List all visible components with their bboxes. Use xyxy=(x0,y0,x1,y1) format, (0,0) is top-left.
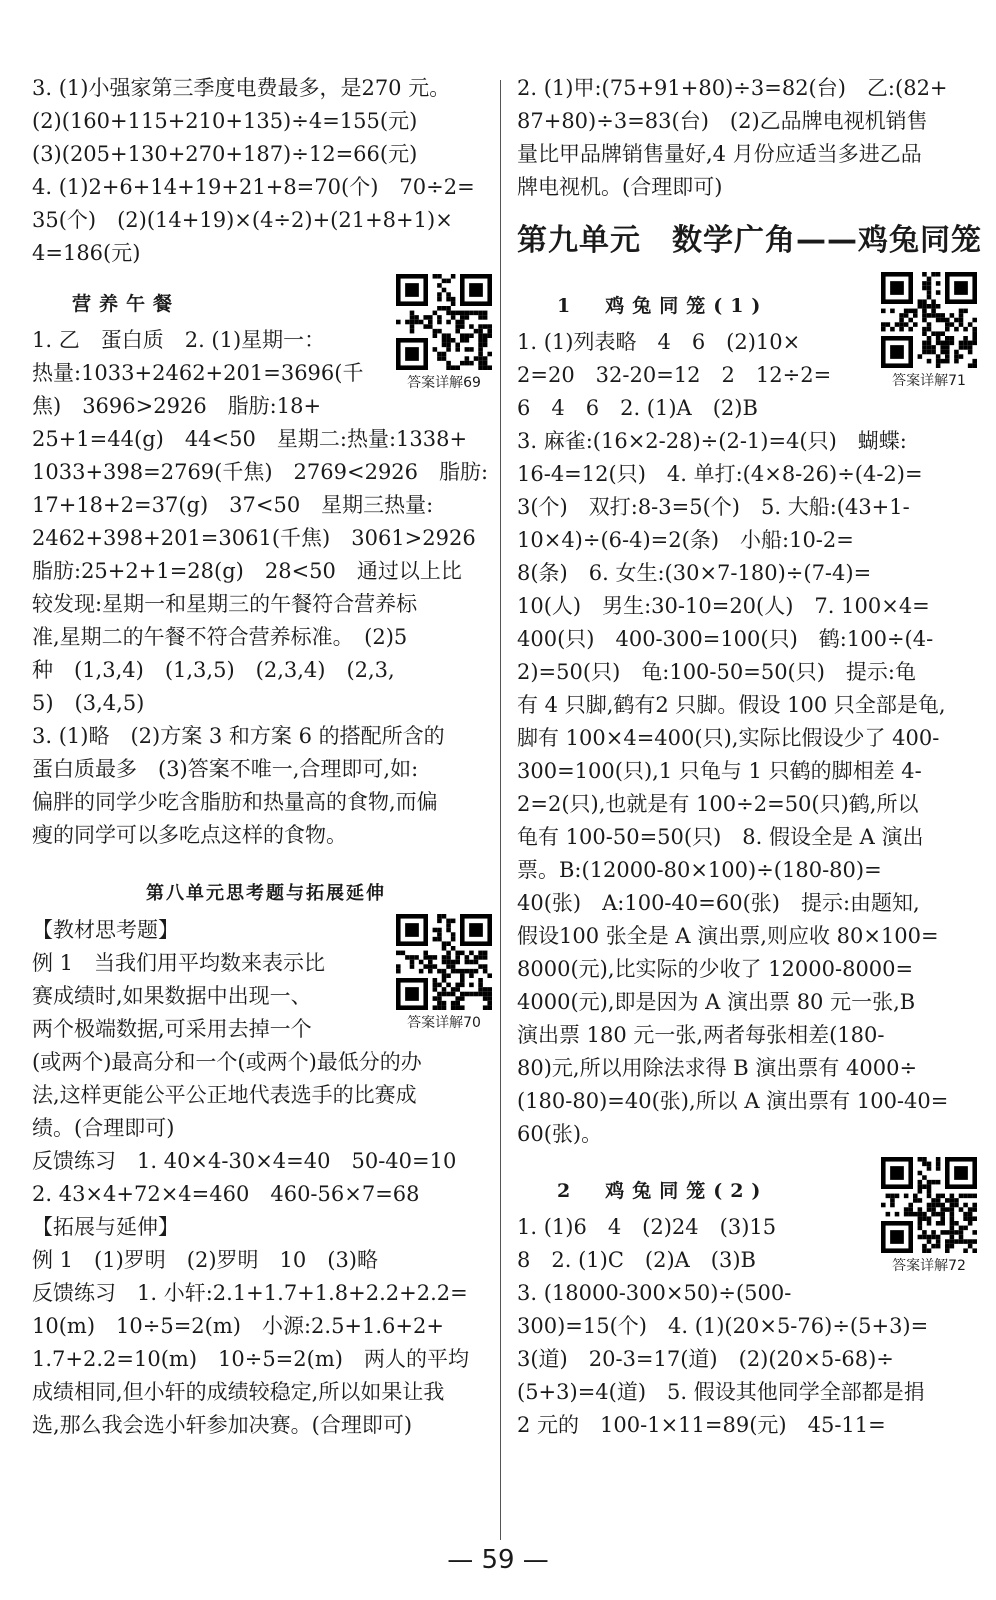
answer-line: 400(只) 400-300=100(只) 鹤:100÷(4- xyxy=(517,627,934,651)
answer-line: 龟有 100-50=50(只) 8. 假设全是 A 演出 xyxy=(517,825,924,849)
answer-line: 焦) 3696>2926 脂肪:18+ xyxy=(32,394,322,418)
answer-line: 3. (18000-300×50)÷(500- xyxy=(517,1281,792,1305)
answer-line: 脂肪:25+2+1=28(g) 28<50 通过以上比 xyxy=(32,559,462,583)
answer-line: 假设100 张全是 A 演出票,则应收 80×100= xyxy=(517,924,939,948)
answer-line: 8 2. (1)C (2)A (3)B xyxy=(517,1248,756,1272)
answer-line: 80)元,所以用除法求得 B 演出票有 4000÷ xyxy=(517,1056,918,1080)
right-column xyxy=(517,72,985,1442)
answer-line: 两个极端数据,可采用去掉一个 xyxy=(32,1017,312,1041)
answer-line: 2=2(只),也就是有 100÷2=50(只)鹤,所以 xyxy=(517,792,919,816)
answer-line: 瘦的同学可以多吃点这样的食物。 xyxy=(32,823,347,847)
answer-line: 1. (1)6 4 (2)24 (3)15 xyxy=(517,1215,777,1239)
answer-line: 较发现:星期一和星期三的午餐符合营养标 xyxy=(32,592,418,616)
answer-line: 种 (1,3,4) (1,3,5) (2,3,4) (2,3, xyxy=(32,658,395,682)
unit-title: 第九单元 数学广角——鸡兔同笼 xyxy=(517,223,982,258)
answer-line: (2)(160+115+210+135)÷4=155(元) xyxy=(32,109,418,133)
answer-line: 1.7+2.2=10(m) 10÷5=2(m) 两人的平均 xyxy=(32,1347,469,1371)
answer-line: 10×4)÷(6-4)=2(条) 小船:10-2= xyxy=(517,528,854,552)
answer-line: 有 4 只脚,鹤有2 只脚。假设 100 只全部是龟, xyxy=(517,693,946,717)
qr-code xyxy=(388,914,500,1032)
answer-line: 2. 43×4+72×4=460 460-56×7=68 xyxy=(32,1182,420,1206)
answer-line: 10(人) 男生:30-10=20(人) 7. 100×4= xyxy=(517,594,930,618)
section-unit8 xyxy=(32,874,500,1442)
answer-line: 3. (1)略 (2)方案 3 和方案 6 的搭配所含的 xyxy=(32,724,445,748)
answer-line: 1. 乙 蛋白质 2. (1)星期一： xyxy=(32,328,326,352)
answer-line: 4. (1)2+6+14+19+21+8=70(个) 70÷2= xyxy=(32,175,475,199)
answer-line: 10(m) 10÷5=2(m) 小源:2.5+1.6+2+ xyxy=(32,1314,444,1338)
answer-line: 法,这样更能公平公正地代表选手的比赛成 xyxy=(32,1083,417,1107)
answer-lines xyxy=(32,423,500,852)
answer-line: 8000(元),比实际的少收了 12000-8000= xyxy=(517,957,914,981)
section-title: 1 鸡兔同笼(1) xyxy=(557,295,769,317)
qr-code-icon xyxy=(881,1157,977,1253)
answer-line: 5) (3,4,5) xyxy=(32,691,145,715)
answer-line: 1. (1)列表略 4 6 (2)10× xyxy=(517,330,801,354)
answer-line: 3(道) 20-3=17(道) (2)(20×5-68)÷ xyxy=(517,1347,894,1371)
answer-line: 【教材思考题】 xyxy=(32,918,179,942)
qr-caption: 答案详解72 xyxy=(892,1258,966,1274)
answer-line: (5+3)=4(道) 5. 假设其他同学全部都是捐 xyxy=(517,1380,925,1404)
answer-line: 16-4=12(只) 4. 单打:(4×8-26)÷(4-2)= xyxy=(517,462,923,486)
answer-line: 60(张)。 xyxy=(517,1122,603,1146)
answer-line: 演出票 180 元一张,两者每张相差(180- xyxy=(517,1023,885,1047)
answer-line: 例 1 (1)罗明 (2)罗明 10 (3)略 xyxy=(32,1248,378,1272)
answer-line: 1033+398=2769(千焦) 2769<2926 脂肪: xyxy=(32,460,489,484)
column-divider xyxy=(500,80,501,1540)
qr-code-icon xyxy=(396,274,492,370)
answer-line: 量比甲品牌销售量好,4 月份应适当多进乙品 xyxy=(517,142,922,166)
answer-line: 40(张) A:100-40=60(张) 提示:由题知, xyxy=(517,891,920,915)
answer-lines xyxy=(517,1310,985,1442)
left-column xyxy=(32,72,500,1442)
qr-code-icon xyxy=(396,914,492,1010)
answer-line: (3)(205+130+270+187)÷12=66(元) xyxy=(32,142,418,166)
section-title: 2 鸡兔同笼(2) xyxy=(557,1180,769,1202)
answer-line: 热量:1033+2462+201=3696(千 xyxy=(32,361,364,385)
answer-line: 2=20 32-20=12 2 12÷2= xyxy=(517,363,832,387)
answer-line: 成绩相同,但小轩的成绩较稳定,所以如果让我 xyxy=(32,1380,445,1404)
answer-line: 票。B:(12000-80×100)÷(180-80)= xyxy=(517,858,882,882)
qr-caption: 答案详解69 xyxy=(407,375,481,391)
answer-line: 【拓展与延伸】 xyxy=(32,1215,179,1239)
answer-line: 选,那么我会选小轩参加决赛。(合理即可) xyxy=(32,1413,413,1437)
answer-line: 牌电视机。(合理即可) xyxy=(517,175,723,199)
answer-line: 4=186(元) xyxy=(32,241,141,265)
section-ji-tu-2 xyxy=(517,1171,985,1442)
answer-line: 2462+398+201=3061(千焦) 3061>2926 xyxy=(32,526,476,550)
qr-code xyxy=(388,274,500,392)
answer-line: 2. (1)甲:(75+91+80)÷3=82(台) 乙:(82+ xyxy=(517,76,948,100)
qr-code xyxy=(873,272,985,390)
answer-line: 绩。(合理即可) xyxy=(32,1116,175,1140)
answer-line: 17+18+2=37(g) 37<50 星期三热量: xyxy=(32,493,434,517)
page-number: — 59 — xyxy=(447,1545,549,1575)
answer-line: 25+1=44(g) 44<50 星期二:热量:1338+ xyxy=(32,427,468,451)
answer-line: 反馈练习 1. 40×4-30×4=40 50-40=10 xyxy=(32,1149,457,1173)
qr-code-icon xyxy=(881,272,977,368)
answer-lines xyxy=(32,1046,500,1442)
answer-line: 反馈练习 1. 小轩:2.1+1.7+1.8+2.2+2.2= xyxy=(32,1281,468,1305)
answer-line: 例 1 当我们用平均数来表示比 xyxy=(32,951,326,975)
answer-line: 3. 麻雀:(16×2-28)÷(2-1)=4(只) 蝴蝶: xyxy=(517,429,907,453)
section-title: 营养午餐 xyxy=(72,293,181,315)
answer-line: 3(个) 双打:8-3=5(个) 5. 大船:(43+1- xyxy=(517,495,910,519)
answer-line: 6 4 6 2. (1)A (2)B xyxy=(517,396,758,420)
section-title: 第八单元思考题与拓展延伸 xyxy=(146,883,386,904)
answer-line: 蛋白质最多 (3)答案不唯一,合理即可,如: xyxy=(32,757,419,781)
answer-line: 赛成绩时,如果数据中出现一、 xyxy=(32,984,312,1008)
answer-line: (180-80)=40(张),所以 A 演出票有 100-40= xyxy=(517,1089,949,1113)
answer-line: 35(个) (2)(14+19)×(4÷2)+(21+8+1)× xyxy=(32,208,453,232)
answer-line: 8(条) 6. 女生:(30×7-180)÷(7-4)= xyxy=(517,561,872,585)
answer-line: 2)=50(只) 龟:100-50=50(只) 提示:龟 xyxy=(517,660,917,684)
answer-line: 300)=15(个) 4. (1)(20×5-76)÷(5+3)= xyxy=(517,1314,929,1338)
answer-line: 准,星期二的午餐不符合营养标准。 (2)5 xyxy=(32,625,408,649)
qr-code xyxy=(873,1157,985,1275)
answer-line: (或两个)最高分和一个(或两个)最低分的办 xyxy=(32,1050,422,1074)
answer-lines xyxy=(517,425,985,1151)
answer-line: 3. (1)小强家第三季度电费最多，是270 元。 xyxy=(32,76,451,100)
answer-line: 4000(元),即是因为 A 演出票 80 元一张,B xyxy=(517,990,916,1014)
answer-line: 偏胖的同学少吃含脂肪和热量高的食物,而偏 xyxy=(32,790,438,814)
section-nutrition xyxy=(32,284,500,852)
section-ji-tu-1 xyxy=(517,286,985,1151)
qr-caption: 答案详解71 xyxy=(892,373,966,389)
answer-block xyxy=(517,72,985,204)
answer-line: 87+80)÷3=83(台) (2)乙品牌电视机销售 xyxy=(517,109,928,133)
answer-line: 2 元的 100-1×11=89(元) 45-11= xyxy=(517,1413,886,1437)
answer-block xyxy=(32,72,500,270)
answer-line: 300=100(只),1 只龟与 1 只鹤的脚相差 4- xyxy=(517,759,922,783)
answer-line: 脚有 100×4=400(只),实际比假设少了 400- xyxy=(517,726,940,750)
qr-caption: 答案详解70 xyxy=(407,1015,481,1031)
